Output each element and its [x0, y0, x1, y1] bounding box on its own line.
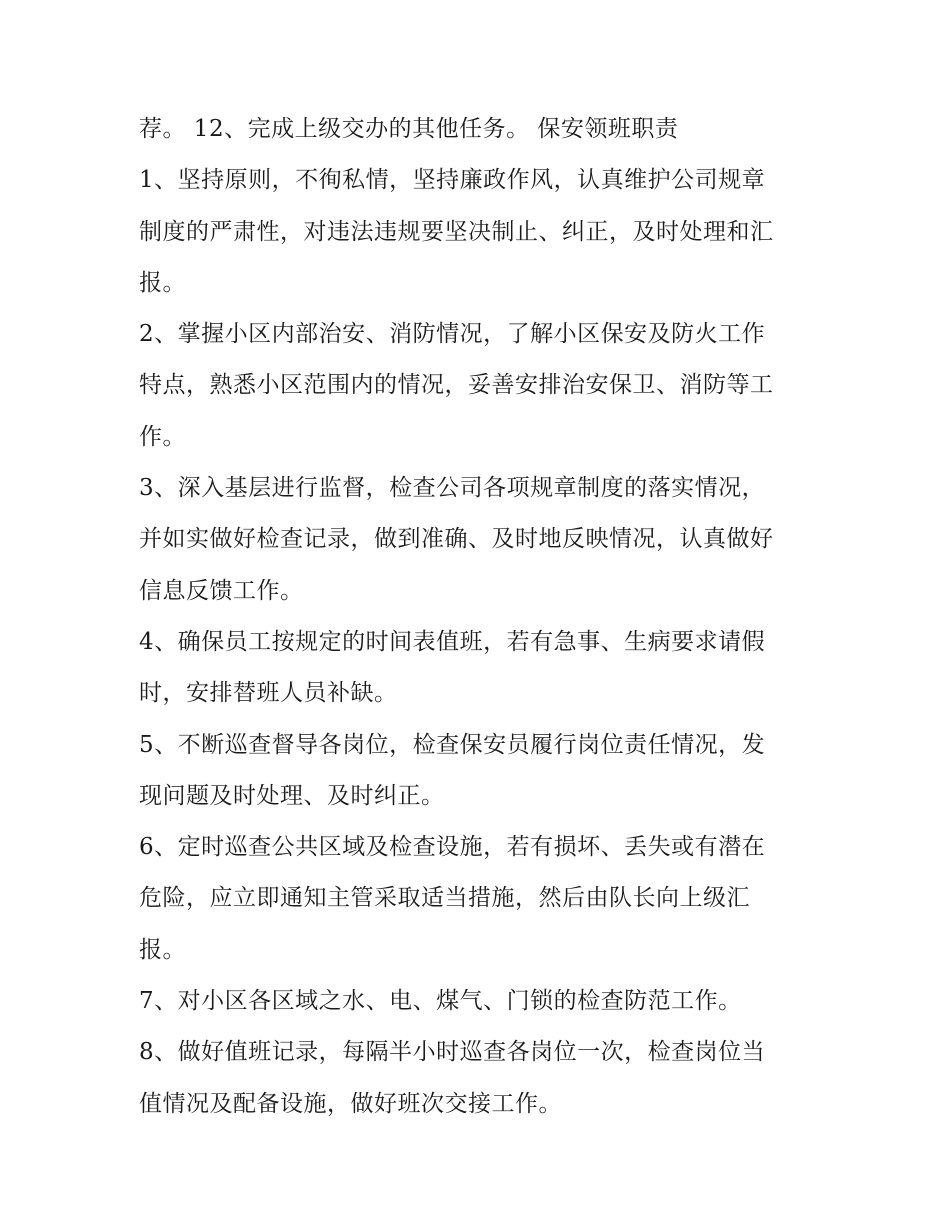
- text-line: 3、深入基层进行监督，检查公司各项规章制度的落实情况，: [139, 475, 766, 502]
- text-line: 5、不断巡查督导各岗位，检查保安员履行岗位责任情况，发: [139, 731, 766, 758]
- text-line: 特点，熟悉小区范围内的情况，妥善安排治安保卫、消防等工: [139, 372, 774, 399]
- document-body: [139, 104, 829, 1130]
- text-line: 信息反馈工作。: [139, 577, 304, 604]
- text-line: 现问题及时处理、及时纠正。: [139, 782, 445, 809]
- text-line: 2、掌握小区内部治安、消防情况，了解小区保安及防火工作: [139, 321, 766, 348]
- text-line: 荐。 12、完成上级交办的其他任务。 保安领班职责: [139, 116, 679, 142]
- text-line: 7、对小区各区域之水、电、煤气、门锁的检查防范工作。: [139, 988, 742, 1015]
- text-line: 报。: [139, 936, 186, 963]
- text-line: 制度的严肃性，对违法违规要坚决制止、纠正，及时处理和汇: [139, 218, 774, 245]
- text-line: 4、确保员工按规定的时间表值班，若有急事、生病要求请假: [139, 628, 766, 655]
- text-line: 时，安排替班人员补缺。: [139, 680, 398, 707]
- text-line: 作。: [139, 423, 186, 450]
- text-line: 并如实做好检查记录，做到准确、及时地反映情况，认真做好: [139, 526, 774, 553]
- text-line: 6、定时巡查公共区域及检查设施，若有损坏、丢失或有潜在: [139, 834, 766, 861]
- text-line: 值情况及配备设施，做好班次交接工作。: [139, 1090, 562, 1117]
- text-line: 报。: [139, 269, 186, 296]
- text-line: 危险，应立即通知主管采取适当措施，然后由队长向上级汇: [139, 885, 750, 912]
- text-line: 1、坚持原则，不徇私情，坚持廉政作风，认真维护公司规章: [139, 167, 766, 194]
- text-line: 8、做好值班记录，每隔半小时巡查各岗位一次，检查岗位当: [139, 1039, 766, 1066]
